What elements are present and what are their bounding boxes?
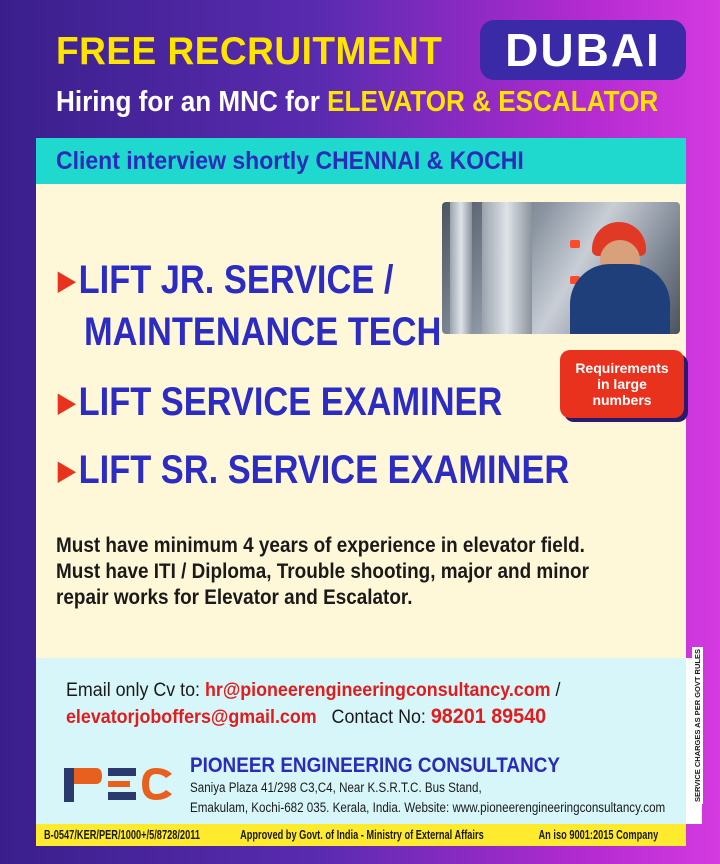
service-charges-note: SERVICE CHARGES AS PER GOVT RULES	[693, 649, 702, 802]
hiring-highlight: ELEVATOR & ESCALATOR	[327, 86, 659, 118]
interview-text	[56, 147, 524, 176]
role-item-lift-sr-service-examiner	[58, 448, 569, 493]
company-logo-icon	[62, 760, 180, 806]
bullet-arrow-icon: ▶	[58, 265, 76, 295]
requirements-text	[56, 532, 619, 610]
role-title-continued: MAINTENANCE TECH	[84, 310, 442, 354]
phone-number[interactable]: 98201 89540	[430, 705, 547, 728]
role-title: LIFT JR. SERVICE /	[78, 258, 394, 302]
footer-bar	[36, 824, 686, 846]
license-number: B-0547/KER/PER/1000+/5/8728/2011	[44, 828, 200, 842]
phone-label: Contact No:	[331, 707, 431, 728]
email-label: Email only Cv to:	[66, 680, 205, 701]
company-address-line2: Emakulam, Kochi-682 035. Kerala, India. Website: www.pioneerengineeringconsultancy.com	[190, 800, 666, 815]
email-line-2	[66, 705, 546, 729]
hiring-subtitle	[56, 86, 658, 119]
requirement-line: repair works for Elevator and Escalator.	[56, 585, 413, 609]
page-title: FREE RECRUITMENT	[56, 30, 443, 73]
location-text: DUBAI	[505, 24, 661, 76]
role-item-lift-service-examiner	[58, 380, 502, 425]
interview-prefix: Client interview shortly	[56, 146, 316, 175]
role-item-lift-jr-service-line2	[84, 310, 441, 355]
role-title: LIFT SR. SERVICE EXAMINER	[78, 448, 570, 492]
badge-line: in large	[597, 376, 647, 392]
role-item-lift-jr-service	[58, 258, 393, 303]
requirement-line: Must have minimum 4 years of experience in elevator field.	[56, 533, 585, 557]
header	[0, 0, 720, 142]
email-line	[66, 680, 560, 702]
company-address-line1: Saniya Plaza 41/298 C3,C4, Near K.S.R.T.C. Bus Stand,	[190, 780, 482, 795]
bullet-arrow-icon: ▶	[58, 387, 76, 417]
badge-line: Requirements	[575, 360, 669, 376]
email-separator: /	[550, 680, 561, 701]
role-title: LIFT SERVICE EXAMINER	[78, 380, 503, 424]
interview-location: CHENNAI & KOCHI	[315, 146, 524, 175]
email-link-gmail[interactable]: elevatorjoboffers@gmail.com	[66, 707, 317, 728]
technician-photo	[442, 202, 680, 334]
location-badge	[480, 20, 686, 80]
badge-line: numbers	[592, 392, 652, 408]
email-link-hr[interactable]: hr@pioneerengineeringconsultancy.com	[204, 680, 551, 701]
bullet-arrow-icon: ▶	[58, 455, 76, 485]
footer-text	[44, 828, 678, 842]
approval-text: Approved by Govt. of India - Ministry of External Affairs	[240, 828, 484, 842]
requirement-line: Must have ITI / Diploma, Trouble shooting, major and minor	[56, 559, 589, 583]
hiring-prefix: Hiring for an MNC for	[56, 86, 328, 118]
interview-banner	[36, 138, 686, 184]
iso-text: An iso 9001:2015 Company	[538, 828, 659, 842]
company-name: PIONEER ENGINEERING CONSULTANCY	[190, 754, 560, 777]
requirements-badge	[560, 350, 684, 418]
